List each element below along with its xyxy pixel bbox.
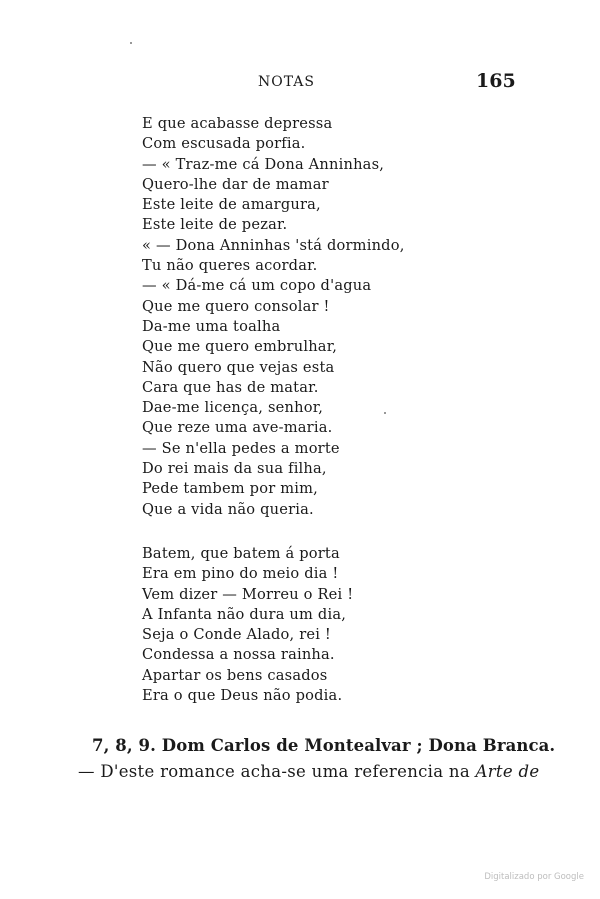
poem-line: Este leite de amargura, xyxy=(142,196,321,214)
poem-line: Que a vida não queria. xyxy=(142,500,314,518)
poem-line: Não quero que vejas esta xyxy=(142,358,335,376)
note-body-italic: Arte de xyxy=(475,762,540,781)
note-heading: 7, 8, 9. Dom Carlos de Montealvar ; Dona Branca. xyxy=(92,736,556,755)
poem-line: E que acabasse depressa xyxy=(142,115,333,132)
poem-line: Era o que Deus não podia. xyxy=(142,687,343,705)
poem-line: — « Traz-me cá Dona Anninhas, xyxy=(142,155,385,173)
note-body xyxy=(78,762,539,781)
digitization-watermark: Digitalizado por Google xyxy=(484,872,584,882)
poem-line: « — Dona Anninhas 'stá dormindo, xyxy=(142,236,405,254)
poem-line: Batem, que batem á porta xyxy=(142,545,340,562)
poem-line: Apartar os bens casados xyxy=(142,666,328,684)
poem-line: Este leite de pezar. xyxy=(142,216,288,234)
poem-line: Do rei mais da sua filha, xyxy=(142,460,327,478)
poem-line: Condessa a nossa rainha. xyxy=(142,646,335,664)
poem-line: Cara que has de matar. xyxy=(142,378,319,396)
poem-line: Com escusada porfia. xyxy=(142,135,306,153)
poem-line: Quero-lhe dar de mamar xyxy=(142,175,329,193)
poem-line: Que me quero embrulhar, xyxy=(142,338,338,356)
note-body-text: — D'este romance acha-se uma referencia na xyxy=(78,762,476,781)
poem-line: Que reze uma ave-maria. xyxy=(142,419,333,437)
poem-line: Vem dizer — Morreu o Rei ! xyxy=(142,585,354,603)
poem-line: Dae-me licença, senhor, xyxy=(142,399,324,417)
poem-line: — Se n'ella pedes a morte xyxy=(142,439,340,457)
paper-speck xyxy=(130,42,132,44)
poem-stanza-1 xyxy=(142,114,405,520)
poem-line: Que me quero consolar ! xyxy=(142,297,330,315)
poem-line: Era em pino do meio dia ! xyxy=(142,565,339,583)
poem-line: Pede tambem por mim, xyxy=(142,480,319,498)
running-head: NOTAS xyxy=(258,74,316,90)
poem-line: — « Dá-me cá um copo d'agua xyxy=(142,277,372,295)
poem-line: Da-me uma toalha xyxy=(142,317,281,335)
poem-stanza-2 xyxy=(142,544,353,706)
poem-line: Seja o Conde Alado, rei ! xyxy=(142,626,331,644)
poem-line: A Infanta não dura um dia, xyxy=(142,605,347,623)
page-number: 165 xyxy=(476,70,516,92)
poem-line: Tu não queres acordar. xyxy=(142,257,318,275)
